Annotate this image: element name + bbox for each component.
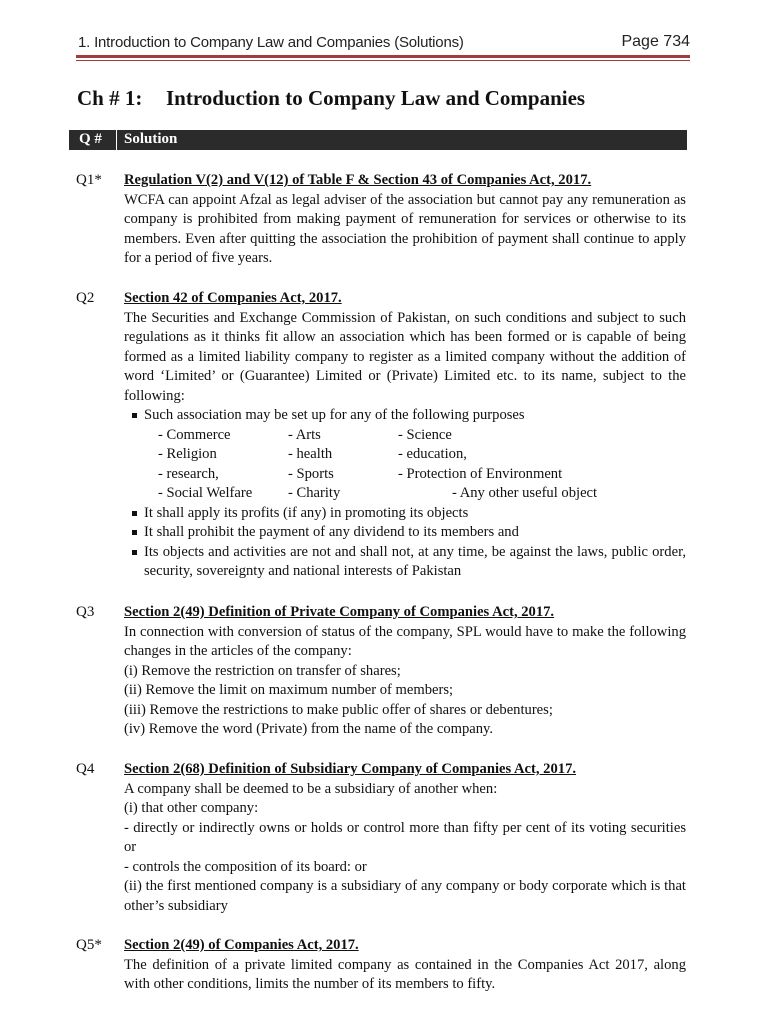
list-item: Its objects and activities are not and shall not, at any time, be against the laws, public order, security, sovereignty and national interests of Pakistan — [124, 543, 686, 582]
purpose-item: - education, — [398, 446, 467, 462]
answer-heading: Section 42 of Companies Act, 2017. — [124, 290, 342, 306]
question-label: Q2 — [76, 290, 95, 306]
chapter-number: Ch # 1: — [77, 86, 143, 110]
purpose-item: - Social Welfare — [158, 485, 253, 501]
answer-content — [124, 171, 686, 269]
answer-line: (iii) Remove the restrictions to make public offer of shares or debentures; — [124, 701, 553, 718]
purpose-row — [124, 426, 686, 446]
header-rule-thick — [76, 55, 690, 58]
purpose-item: - Protection of Environment — [398, 465, 563, 482]
answer-heading: Section 2(49) Definition of Private Company of Companies Act, 2017. — [124, 604, 555, 620]
question-label: Q4 — [76, 761, 95, 777]
list-item: It shall prohibit the payment of any dividend to its members and — [124, 523, 686, 543]
answer-body: WCFA can appoint Afzal as legal adviser of the association but cannot pay any remuneration as company is prohibited from making payment of remuneration for services or otherwise to its members. Even after quitting the association the prohibition of payment shall continue to apply for a period of five years. — [124, 191, 686, 266]
answer-body: In connection with conversion of status of the company, SPL would have to make the following changes in the articles of the company: — [124, 623, 686, 659]
purpose-row — [124, 465, 686, 485]
purpose-item: - health — [288, 446, 333, 462]
conditions-list — [124, 504, 686, 582]
question-label: Q1* — [76, 172, 102, 188]
purpose-item: - Arts — [288, 426, 321, 443]
solution-column-header: Solution — [124, 131, 178, 147]
purpose-row — [124, 445, 686, 465]
answer-content — [124, 603, 686, 740]
purpose-item: - Sports — [288, 465, 334, 482]
answer-line: - directly or indirectly owns or holds or control more than fifty per cent of its voting securities or — [124, 819, 686, 855]
list-item: Such association may be set up for any of the following purposes — [124, 406, 686, 426]
answer-heading: Section 2(68) Definition of Subsidiary Company of Companies Act, 2017. — [124, 761, 577, 777]
answer-content — [124, 289, 686, 582]
purposes-grid — [124, 426, 686, 504]
chapter-name: Introduction to Company Law and Companies — [166, 86, 586, 110]
running-header — [76, 33, 690, 55]
purpose-item: - Science — [398, 426, 452, 443]
answer-content — [124, 936, 686, 995]
conditions-list — [124, 406, 686, 426]
answer-line: (ii) the first mentioned company is a subsidiary of any company or body corporate which is that other’s subsidiary — [124, 878, 686, 914]
answer-line: (i) Remove the restriction on transfer of shares; — [124, 662, 401, 679]
purpose-item: - Religion — [158, 446, 217, 462]
answer-content — [124, 760, 686, 916]
header-section-title: 1. Introduction to Company Law and Companies (Solutions) — [78, 34, 464, 51]
page-number: Page 734 — [621, 33, 690, 50]
purpose-item: - Commerce — [158, 426, 231, 443]
answer-line: (i) that other company: — [124, 800, 259, 816]
answer-heading: Regulation V(2) and V(12) of Table F & Section 43 of Companies Act, 2017. — [124, 172, 592, 188]
answer-body: The Securities and Exchange Commission of Pakistan, on such conditions and subject to such regulations as it thinks fit allow an association which has been formed or is capable of being formed as a limited liability company to register as a limited company without the addition of word ‘Limited’ or (Guarantee) Limited or (Private) Limited etc. to its name, subject to the following: — [124, 309, 686, 404]
solution-table-header — [69, 130, 687, 150]
purpose-item: - research, — [158, 465, 219, 482]
answer-body: The definition of a private limited company as contained in the Companies Act 2017, along with other conditions, limits the number of its members to fifty. — [124, 956, 686, 992]
chapter-title — [77, 86, 585, 111]
purpose-item: - Any other useful object — [452, 485, 598, 501]
question-label: Q5* — [76, 937, 102, 953]
answer-line: (ii) Remove the limit on maximum number of members; — [124, 682, 454, 698]
q-column-header: Q # — [79, 131, 102, 147]
purpose-row — [124, 484, 686, 504]
list-item: It shall apply its profits (if any) in promoting its objects — [124, 504, 686, 524]
answer-heading: Section 2(49) of Companies Act, 2017. — [124, 937, 359, 953]
answer-line: - controls the composition of its board: or — [124, 858, 367, 875]
answer-line: A company shall be deemed to be a subsidiary of another when: — [124, 780, 498, 797]
question-label: Q3 — [76, 604, 95, 620]
column-divider — [116, 130, 117, 150]
answer-line: (iv) Remove the word (Private) from the name of the company. — [124, 721, 494, 737]
purpose-item: - Charity — [288, 485, 341, 501]
header-rule-thin — [76, 60, 690, 61]
